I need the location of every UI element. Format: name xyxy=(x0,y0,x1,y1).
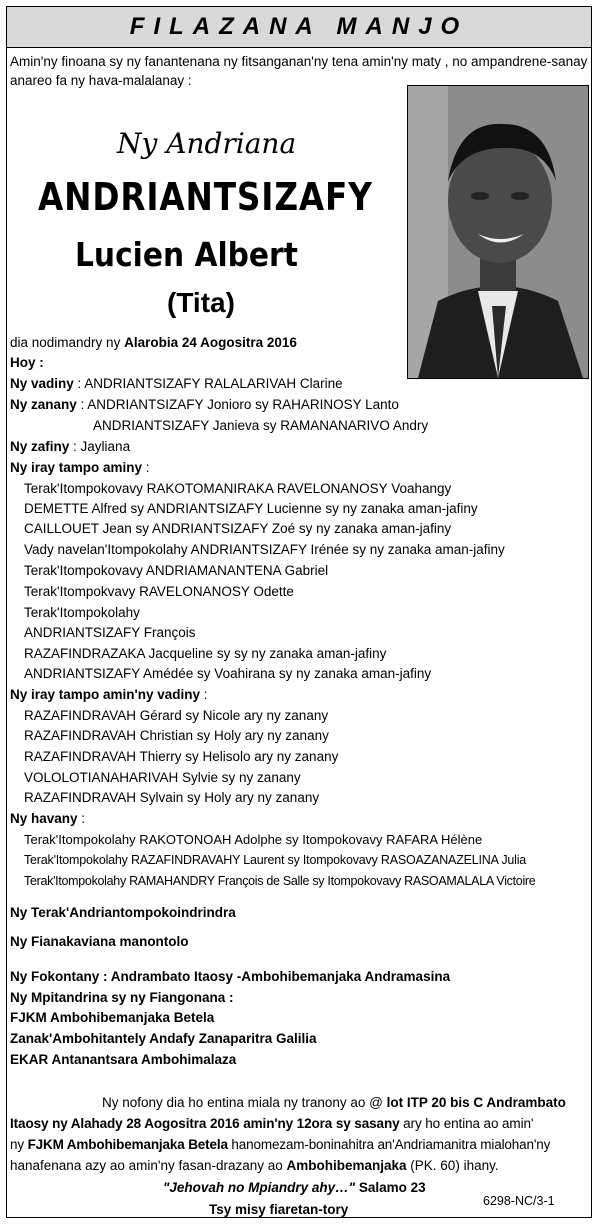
list-item: ANDRIANTSIZAFY Amédée sy Voahirana sy ny zanaka aman-jafiny xyxy=(24,666,432,681)
zafiny-label: Ny zafiny xyxy=(10,439,70,454)
death-line xyxy=(10,333,297,353)
list-item: DEMETTE Alfred sy ANDRIANTSIZAFY Lucienne sy ny zanaka aman-jafiny xyxy=(24,501,478,516)
iray-tampo-heading xyxy=(10,458,150,478)
zanany-label: Ny zanany xyxy=(10,397,77,412)
reference-code: 6298-NC/3-1 xyxy=(483,1194,555,1208)
church-item: FJKM Ambohibemanjaka Betela xyxy=(10,1010,215,1025)
zanany-value-2: ANDRIANTSIZAFY Janieva sy RAMANANARIVO Andry xyxy=(93,418,429,433)
funeral-line-2 xyxy=(10,1114,533,1134)
list-item: Terak'Itompokolahy RAZAFINDRAVAHY Laurent sy Itompokovavy RASOAZANAZELINA Julia xyxy=(24,853,527,867)
funeral-date: Itaosy ny Alahady 28 Aogositra 2016 amin'ny 12ora sy sasany xyxy=(10,1116,400,1131)
honorific: Ny Andriana xyxy=(117,127,297,160)
mpitandrina-line: Ny Mpitandrina sy ny Fiangonana : xyxy=(10,990,234,1005)
iray-tampo-vadiny-sep: : xyxy=(200,687,208,702)
zafiny-sep: : xyxy=(69,439,81,454)
funeral-address: lot ITP 20 bis C Andrambato xyxy=(386,1095,566,1110)
list-item: CAILLOUET Jean sy ANDRIANTSIZAFY Zoé sy ny zanaka aman-jafiny xyxy=(24,521,452,536)
quote-line xyxy=(163,1178,426,1198)
portrait-icon xyxy=(408,86,588,378)
church-item: Zanak'Ambohitantely Andafy Zanaparitra Galilia xyxy=(10,1031,317,1046)
funeral-place: Ambohibemanjaka xyxy=(286,1158,407,1173)
list-item: Terak'Itompokovavy RAKOTOMANIRAKA RAVELONANOSY Voahangy xyxy=(24,481,452,496)
deceased-nickname: (Tita) xyxy=(167,287,235,318)
iray-tampo-vadiny-heading xyxy=(10,685,208,705)
zafiny-line xyxy=(10,437,130,457)
church-item: EKAR Antanantsara Ambohimalaza xyxy=(10,1052,237,1067)
funeral-text: hanafenana azy ao amin'ny fasan-drazany ao xyxy=(10,1158,287,1173)
iray-tampo-vadiny-label: Ny iray tampo amin'ny vadiny xyxy=(10,687,201,702)
deceased-surname: ANDRIANTSIZAFY xyxy=(38,175,373,219)
zanany-line xyxy=(10,395,399,415)
iray-tampo-sep: : xyxy=(142,460,150,475)
list-item: RAZAFINDRAVAH Christian sy Holy ary ny zanany xyxy=(24,728,329,743)
list-item: Terak'Itompokolahy RAKOTONOAH Adolphe sy Itompokovavy RAFARA Hélène xyxy=(24,832,483,847)
list-item: Terak'Itompokovavy ANDRIAMANANTENA Gabriel xyxy=(24,563,329,578)
funeral-church: FJKM Ambohibemanjaka Betela xyxy=(27,1137,228,1152)
havany-heading xyxy=(10,809,85,829)
funeral-text: hanomezam-boninahitra an'Andriamanitra mialohan'ny xyxy=(227,1137,551,1152)
funeral-text: ary ho entina ao amin' xyxy=(399,1116,534,1131)
funeral-line-4 xyxy=(10,1156,499,1176)
zanany-value-1: ANDRIANTSIZAFY Jonioro sy RAHARINOSY Lanto xyxy=(87,397,399,412)
vadiny-label: Ny vadiny xyxy=(10,376,74,391)
bible-quote: "Jehovah no Mpiandry ahy…" xyxy=(163,1180,356,1195)
fianakaviana-line: Ny Fianakaviana manontolo xyxy=(10,934,189,949)
list-item: Terak'Itompokolahy xyxy=(24,605,140,620)
notice-header: FILAZANA MANJO xyxy=(7,7,591,48)
havany-sep: : xyxy=(77,811,86,826)
funeral-text: (PK. 60) ihany. xyxy=(406,1158,499,1173)
funeral-line-1 xyxy=(102,1093,566,1113)
list-item: RAZAFINDRAVAH Thierry sy Helisolo ary ny zanany xyxy=(24,749,339,764)
funeral-line-3 xyxy=(10,1135,550,1155)
terak-line: Ny Terak'Andriantompokoindrindra xyxy=(10,905,236,920)
list-item: Terak'Itompokvavy RAVELONANOSY Odette xyxy=(24,584,294,599)
funeral-text: ny xyxy=(10,1137,28,1152)
list-item: ANDRIANTSIZAFY François xyxy=(24,625,196,640)
death-date: Alarobia 24 Aogositra 2016 xyxy=(124,335,297,350)
list-item: VOLOLOTIANAHARIVAH Sylvie sy ny zanany xyxy=(24,770,301,785)
vadiny-value: ANDRIANTSIZAFY RALALARIVAH Clarine xyxy=(84,376,343,391)
vadiny-line xyxy=(10,374,343,394)
vadiny-sep: : xyxy=(73,376,85,391)
iray-tampo-label: Ny iray tampo aminy xyxy=(10,460,143,475)
list-item: RAZAFINDRAVAH Sylvain sy Holy ary ny zanany xyxy=(24,790,320,805)
obituary-notice xyxy=(6,6,592,1218)
portrait-photo xyxy=(407,85,589,379)
intro-text: Amin'ny finoana sy ny fanantenana ny fitsanganan'ny tena amin'ny maty , no ampandrene-sanay anareo fa ny hava-malalanay : xyxy=(10,54,588,88)
closing-line: Tsy misy fiaretan-tory xyxy=(209,1202,349,1217)
funeral-text: Ny nofony dia ho entina miala ny tranony ao @ xyxy=(102,1095,387,1110)
death-prefix: dia nodimandry ny xyxy=(10,335,125,350)
list-item: RAZAFINDRAVAH Gérard sy Nicole ary ny zanany xyxy=(24,708,329,723)
list-item: Vady navelan'Itompokolahy ANDRIANTSIZAFY Irénée sy ny zanaka aman-jafiny xyxy=(24,542,505,557)
hoy-label: Hoy : xyxy=(10,355,44,370)
bible-reference: Salamo 23 xyxy=(355,1180,426,1195)
list-item: Terak'Itompokolahy RAMAHANDRY François de Salle sy Itompokovavy RASOAMALALA Victoire xyxy=(24,874,536,888)
fokontany-line: Ny Fokontany : Andrambato Itaosy -Ambohibemanjaka Andramasina xyxy=(10,969,451,984)
zanany-sep: : xyxy=(76,397,88,412)
list-item: RAZAFINDRAZAKA Jacqueline sy sy ny zanaka aman-jafiny xyxy=(24,646,387,661)
zafiny-value: Jayliana xyxy=(80,439,131,454)
deceased-given-name: Lucien Albert xyxy=(75,235,298,274)
havany-label: Ny havany xyxy=(10,811,78,826)
